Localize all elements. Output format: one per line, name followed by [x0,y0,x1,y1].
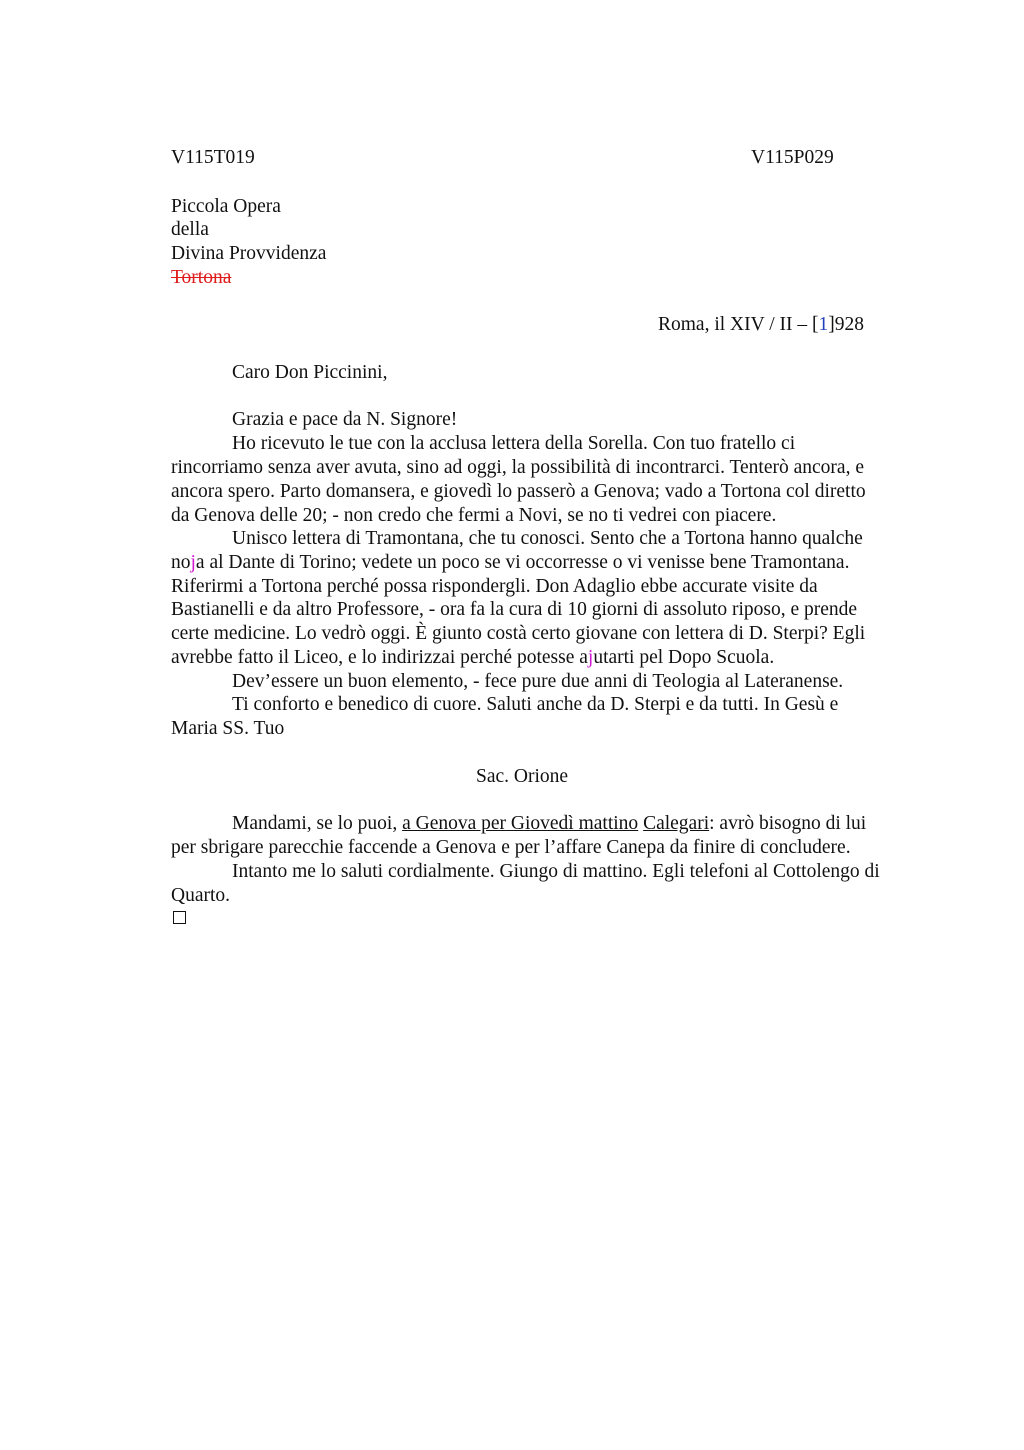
ps-underlined-name: Calegari [643,813,710,834]
signature: Sac. Orione [476,766,569,787]
postscript-line: per sbrigare parecchie faccende a Genova e per l’affare Canepa da finire di concludere. [171,837,851,858]
salutation: Caro Don Piccinini, [232,362,388,383]
ps-underlined-text: a Genova per Giovedì mattino [402,813,639,834]
date-inserted-digit: 1 [818,314,829,335]
body-line [171,646,774,670]
postscript-line: Intanto me lo saluti cordialmente. Giungo di mattino. Egli telefoni al Cottolengo di [232,861,880,882]
body-line: Riferirmi a Tortona perché possa rispondergli. Don Adaglio ebbe accurate visite da [171,576,818,597]
postscript-line: Quarto. [171,885,231,906]
letterhead-struck-place: Tortona [171,267,232,288]
body-line: certe medicine. Lo vedrò oggi. È giunto costà certo giovane con lettera di D. Sterpi? Egli [171,623,866,644]
body-text: a al Dante di Torino; vedete un poco se vi occorresse o vi venisse bene Tramontana. [195,552,850,573]
date-prefix: Roma, il XIV / II – [ [658,314,819,335]
body-line [171,551,849,575]
greeting: Grazia e pace da N. Signore! [232,409,458,430]
ps-text: Mandami, se lo puoi, [232,813,403,834]
body-line: Ti conforto e benedico di cuore. Saluti anche da D. Sterpi e da tutti. In Gesù e [232,694,839,715]
end-square-icon [173,911,186,924]
body-line: Maria SS. Tuo [171,718,285,739]
letterhead-line-1: Piccola Opera [171,196,281,217]
letterhead-line-2: della [171,219,209,240]
body-text: no [171,552,191,573]
body-line: ancora spero. Parto domansera, e giovedì lo passerò a Genova; vado a Tortona col diretto [171,481,866,502]
body-text: avrebbe fatto il Liceo, e lo indirizzai perché potesse a [171,647,588,668]
body-line: Dev’essere un buon elemento, - fece pure due anni di Teologia al Lateranense. [232,671,844,692]
letter-date [658,313,864,337]
document-code-right: V115P029 [751,147,834,168]
letterhead-line-3: Divina Provvidenza [171,243,327,264]
body-line: Bastianelli e da altro Professore, - ora fa la cura di 10 giorni di assoluto riposo, e prende [171,599,858,620]
editorial-letter: j [587,647,594,668]
document-code-left: V115T019 [171,147,255,168]
body-text: utarti pel Dopo Scuola. [593,647,775,668]
ps-text: : avrò bisogno di lui [709,813,867,834]
date-suffix: ]928 [828,314,864,335]
body-line: Ho ricevuto le tue con la acclusa lettera della Sorella. Con tuo fratello ci [232,433,796,454]
body-line: rincorriamo senza aver avuta, sino ad oggi, la possibilità di incontrarci. Tenterò ancora, e [171,457,864,478]
body-line: da Genova delle 20; - non credo che fermi a Novi, se no ti vedrei con piacere. [171,505,777,526]
editorial-letter: j [190,552,196,573]
postscript-line [232,812,866,836]
body-line: Unisco lettera di Tramontana, che tu conosci. Sento che a Tortona hanno qualche [232,528,863,549]
